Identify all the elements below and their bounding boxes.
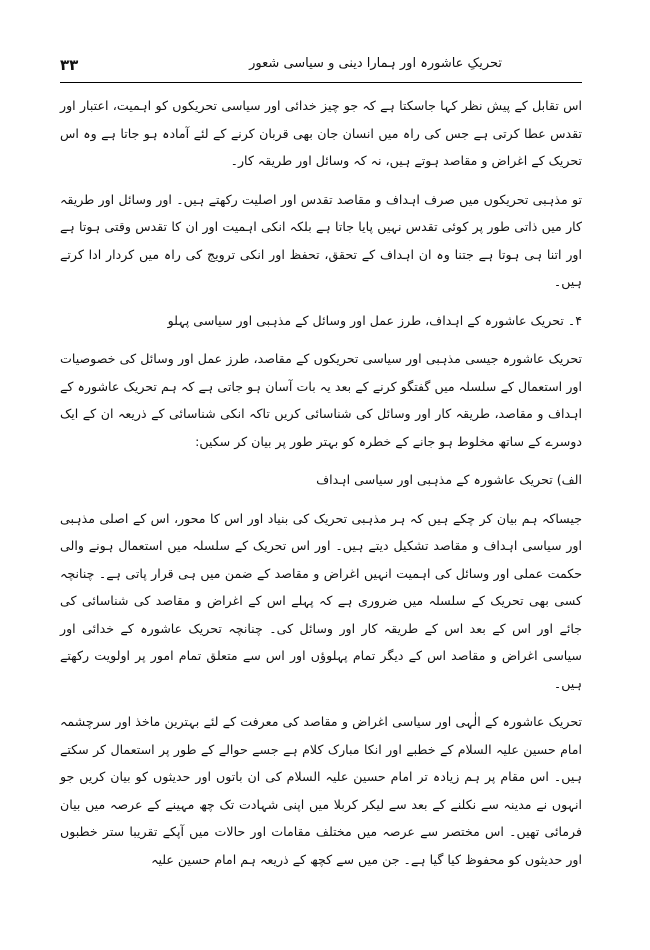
page-header — [60, 46, 582, 80]
paragraph-1: اس تقابل کے پیش نظر کہا جاسکتا ہے کہ جو چیز خدائی اور سیاسی تحریکوں کو اہمیت، اعتبار اور تقدس عطا کرتی ہے جس کی راہ میں انسان جان بھی قربان کرنے کے لئے آمادہ ہو جاتا ہے وہ اس تحریک کے اغراض و مقاصد ہوتے ہیں، نہ کہ وسائل اور طریقہ کار۔ — [60, 98, 582, 168]
page-body — [60, 92, 582, 884]
paragraph-4: جیساکہ ہم بیان کر چکے ہیں کہ ہر مذہبی تحریک کی بنیاد اور اس کا محور، اس کے اصلی مذہبی اور سیاسی اہداف و مقاصد تشکیل دیتے ہیں۔ اور اس تحریک کے سلسلہ میں استعمال ہونے والی حکمت عملی اور وسائل کی اہمیت انہیں اغراض و مقاصد کے ضمن میں ہی قرار پاتی ہے۔ چنانچہ کسی بھی تحریک کے سلسلہ میں ضروری ہے کہ پہلے اس کے اغراض و مقاصد کی شناسائی کی جائے اور اس کے بعد اس کے طریقہ کار اور وسائل کی۔ چنانچہ تحریک عاشورہ کے خدائی اور سیاسی اغراض و مقاصد اس کے دیگر تمام پہلوؤں اور اس سے متعلق تمام امور پر اولویت رکھتے ہیں۔ — [60, 510, 582, 691]
paragraph-5: تحریک عاشورہ کے الٰہی اور سیاسی اغراض و مقاصد کی معرفت کے لئے بہترین ماخذ اور سرچشمہ امام حسین علیہ السلام کے خطبے اور انکا مبارک کلام ہے جسے حوالے کے طور پر استعمال کر سکتے ہیں۔ اس مقام پر ہم زیادہ تر امام حسین علیہ السلام کی ان باتوں اور حدیثوں کو بیان کریں جو انہوں نے مدینہ سے نکلنے کے بعد سے لیکر کربلا میں اپنی شہادت تک چھ مہینے کے عرصہ میں بیان فرمائی تھیں۔ اس مختصر سے عرصہ میں مختلف مقامات اور حالات میں آپکے تقریبا ستر خطبوں اور حدیثوں کو محفوظ کیا گیا ہے۔ جن میں سے کچھ کے ذریعہ ہم امام حسین علیہ — [60, 714, 582, 867]
section-heading-4: ۴۔ تحریک عاشورہ کے اہداف، طرز عمل اور وسائل کے مذہبی اور سیاسی پہلو — [167, 312, 582, 328]
header-divider — [60, 82, 582, 83]
subsection-heading-alif: الف) تحریک عاشورہ کے مذہبی اور سیاسی اہداف — [316, 472, 582, 487]
running-title: تحریکِ عاشورہ اور ہمارا دینی و سیاسی شعور — [249, 56, 502, 71]
paragraph-2: تو مذہبی تحریکوں میں صرف اہداف و مقاصد تقدس اور اصلیت رکھتے ہیں۔ اور وسائل اور طریقہ کار میں ذاتی طور پر کوئی تقدس نہیں پایا جاتا ہے بلکہ انکی اہمیت اور ان کا تقدس وقتی ہوتا ہے اور اتنا ہی ہوتا ہے جتنا وہ ان اہداف کے تحقق، تحفظ اور انکی ترویج کی راہ میں کردار ادا کرتے ہیں۔ — [60, 191, 582, 289]
page-number: ۳۳ — [60, 56, 79, 74]
paragraph-3: تحریک عاشورہ جیسی مذہبی اور سیاسی تحریکوں کے مقاصد، طرز عمل اور وسائل کی خصوصیات اور استعمال کے سلسلہ میں گفتگو کرنے کے بعد یہ بات آسان ہو جاتی ہے کہ ہم تحریک عاشورہ کے اہداف و مقاصد، طریقہ کار اور وسائل کی شناسائی کریں تاکہ انکی شناسائی کے ذریعہ ان کے ایک دوسرے کے ساتھ مخلوط ہو جانے کے خطرہ کو بہتر طور پر بیان کر سکیں: — [60, 351, 582, 449]
